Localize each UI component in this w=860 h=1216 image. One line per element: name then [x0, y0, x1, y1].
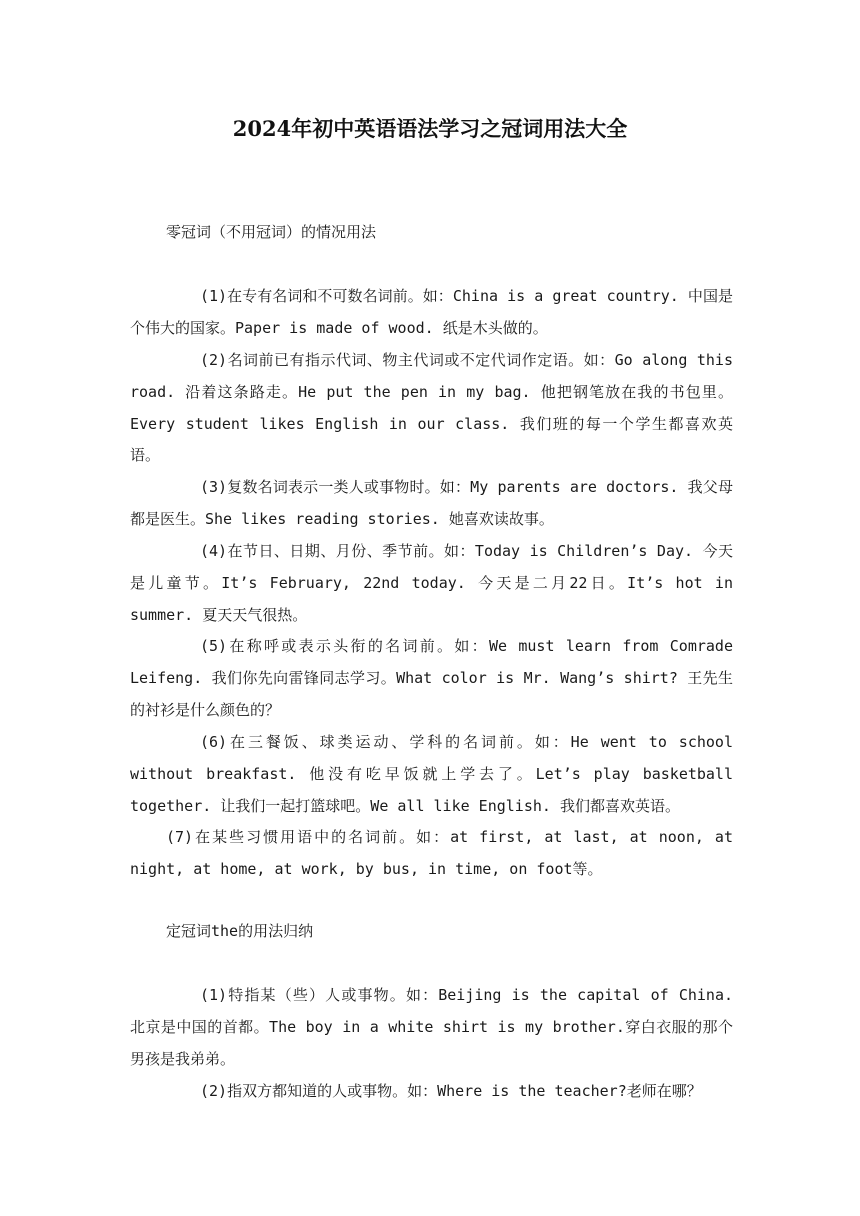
paragraph-definite-1: (1)特指某（些）人或事物。如：Beijing is the capital of China. 北京是中国的首都。The boy in a white shirt is my brother.穿白衣服的那个男孩是我弟弟。 — [130, 986, 733, 1068]
section-heading-definite-article: 定冠词the的用法归纳 — [166, 922, 314, 940]
paragraph-zero-4: (4)在节日、日期、月份、季节前。如：Today is Children’s Day. 今天是儿童节。It’s February, 22nd today. 今天是二月22日。It’s hot in summer. 夏天天气很热。 — [130, 542, 733, 624]
paragraph-zero-7: (7)在某些习惯用语中的名词前。如：at first, at last, at noon, at night, at home, at work, by bus, in time, on foot等。 — [130, 828, 733, 878]
section-heading-zero-article: 零冠词（不用冠词）的情况用法 — [166, 223, 377, 241]
paragraph-definite-2: (2)指双方都知道的人或事物。如：Where is the teacher?老师在哪？ — [200, 1082, 702, 1100]
paragraph-zero-1: (1)在专有名词和不可数名词前。如：China is a great country. 中国是个伟大的国家。Paper is made of wood. 纸是木头做的。 — [130, 287, 733, 337]
paragraph-zero-6: (6)在三餐饭、球类运动、学科的名词前。如：He went to school without breakfast. 他没有吃早饭就上学去了。Let’s play basketball together. 让我们一起打篮球吧。We all like English. 我们都喜欢英语。 — [130, 733, 733, 815]
paragraph-zero-3: (3)复数名词表示一类人或事物时。如：My parents are doctors. 我父母都是医生。She likes reading stories. 她喜欢读故事。 — [130, 478, 733, 528]
paragraph-zero-5: (5)在称呼或表示头衔的名词前。如：We must learn from Comrade Leifeng. 我们你先向雷锋同志学习。What color is Mr. Wang’s shirt? 王先生的衬衫是什么颜色的？ — [130, 637, 733, 719]
paragraph-zero-2: (2)名词前已有指示代词、物主代词或不定代词作定语。如：Go along this road. 沿着这条路走。He put the pen in my bag. 他把钢笔放在我的书包里。Every student likes English in our class. 我们班的每一个学生都喜欢英语。 — [130, 351, 733, 465]
document-title: 2024年初中英语语法学习之冠词用法大全 — [232, 116, 628, 141]
